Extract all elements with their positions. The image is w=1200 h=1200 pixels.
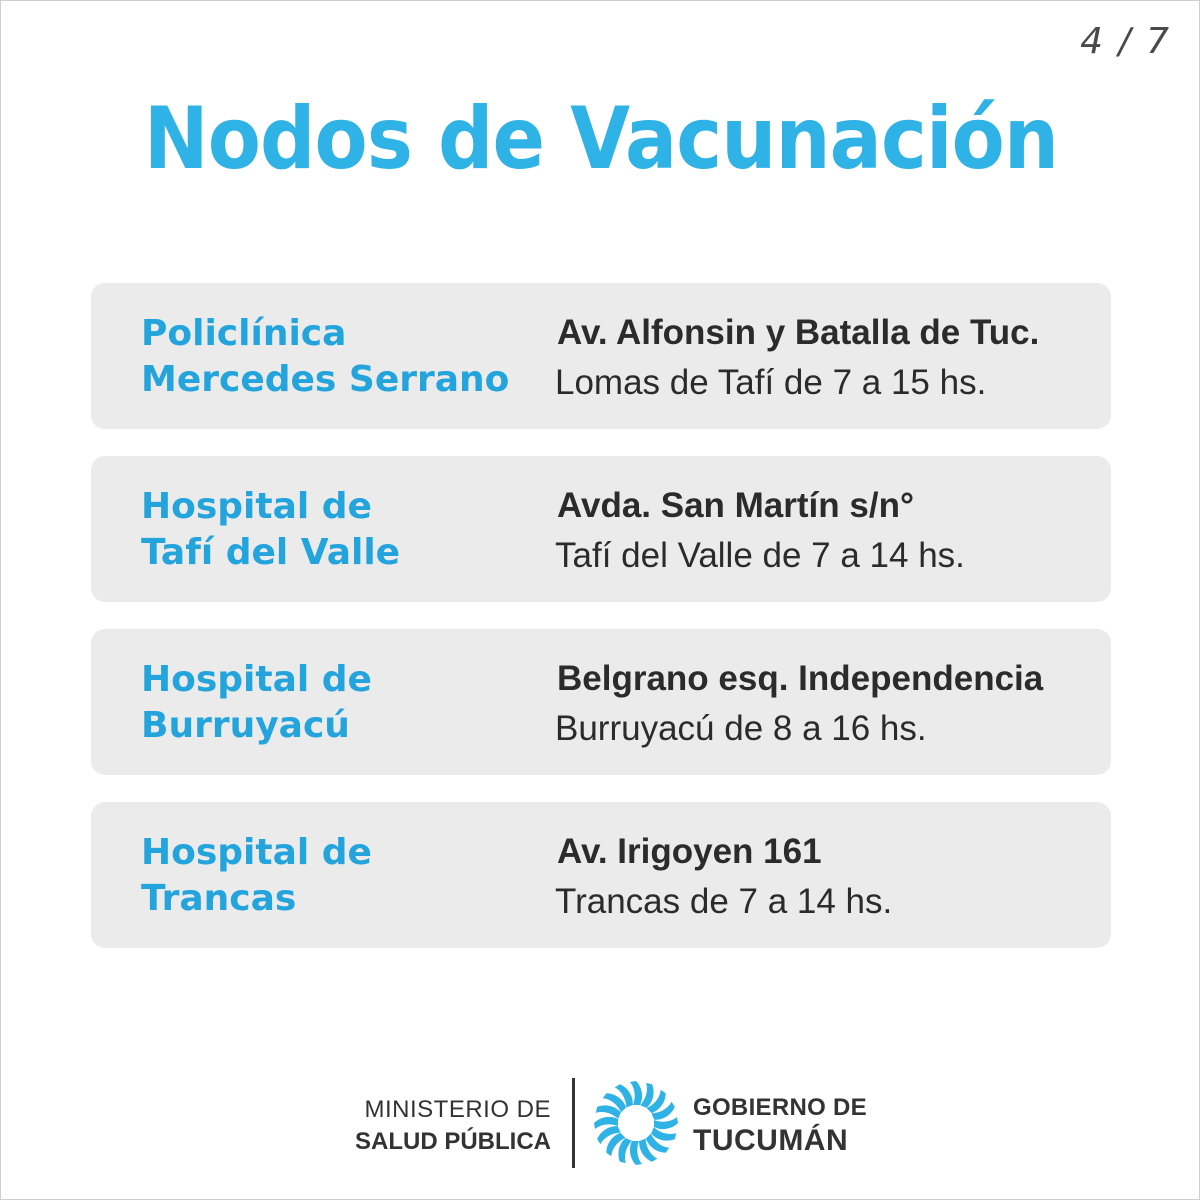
node-name-line2: Mercedes Serrano [141,359,510,400]
node-schedule: Burruyacú de 8 a 16 hs. [555,709,927,748]
node-name-line2: Tafí del Valle [141,532,401,573]
vaccination-node-card [91,629,1111,775]
node-address: Belgrano esq. Independencia [557,659,1044,698]
ministry-line1: MINISTERIO DE [364,1096,551,1123]
node-schedule: Tafí del Valle de 7 a 14 hs. [555,536,965,575]
node-address: Avda. San Martín s/n° [557,486,914,525]
sun-spiral-logo-icon [591,1078,681,1168]
vaccination-node-card [91,802,1111,948]
node-schedule: Lomas de Tafí de 7 a 15 hs. [555,363,987,402]
node-name [141,657,521,749]
node-name-line1: Hospital de [141,659,372,700]
node-name [141,484,521,576]
node-name-line1: Hospital de [141,832,372,873]
page-counter: 4 / 7 [1080,21,1171,62]
node-name-line1: Hospital de [141,486,372,527]
page-title: Nodos de Vacunación [143,89,1059,189]
footer [1,1076,1200,1171]
node-name-line2: Burruyacú [141,705,350,746]
node-name-line1: Policlínica [141,313,347,354]
node-address: Av. Alfonsin y Batalla de Tuc. [557,313,1040,352]
node-name-line2: Trancas [141,878,297,919]
government-logo-text [693,1094,867,1158]
node-name [141,311,521,403]
ministry-logo-text [355,1096,551,1156]
node-schedule: Trancas de 7 a 14 hs. [555,882,893,921]
gov-line2: TUCUMÁN [693,1124,849,1157]
vaccination-node-card [91,456,1111,602]
ministry-line2: SALUD PÚBLICA [355,1128,551,1155]
node-address: Av. Irigoyen 161 [557,832,822,871]
vaccination-node-card [91,283,1111,429]
node-name [141,830,521,922]
footer-divider [572,1078,575,1168]
gov-line1: GOBIERNO DE [693,1094,867,1121]
